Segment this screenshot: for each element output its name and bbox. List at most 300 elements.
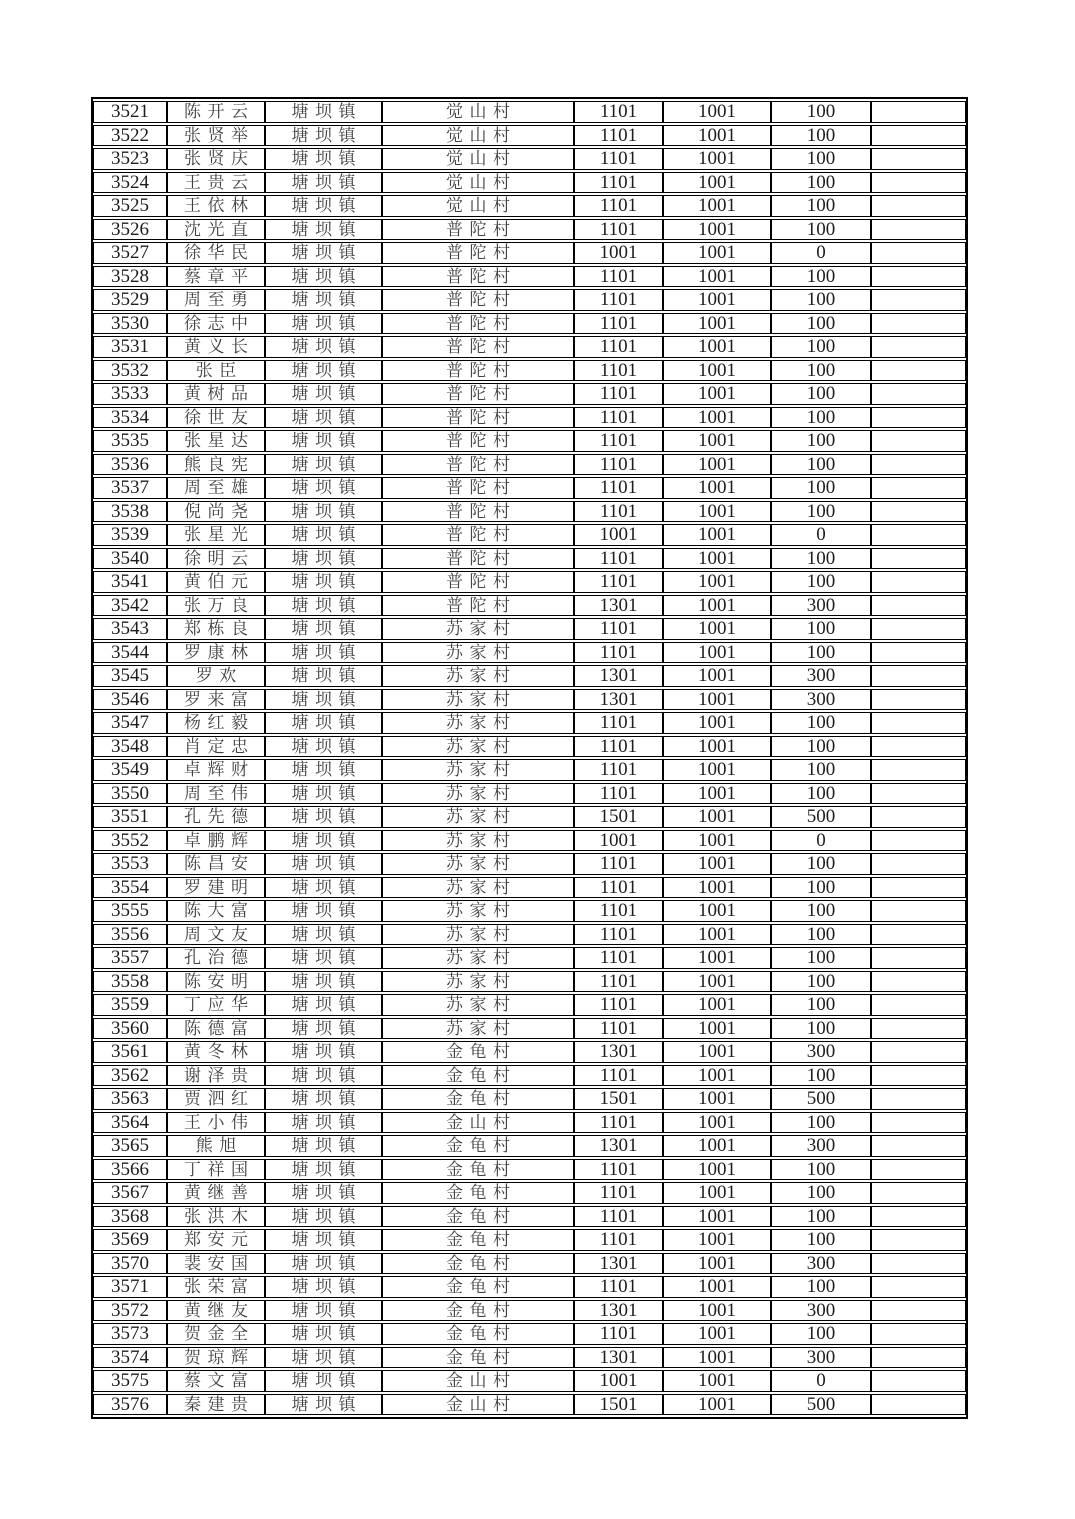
cell-seq-number: 3544: [93, 642, 167, 664]
cell-code-b: 1001: [663, 313, 771, 335]
cell-town: 塘坝镇: [265, 1088, 382, 1110]
cell-seq-number: 3566: [93, 1159, 167, 1181]
cell-village: 金龟村: [382, 1041, 574, 1063]
cell-blank: [871, 1041, 966, 1063]
cell-person-name: 裴安国: [167, 1253, 265, 1275]
cell-code-b: 1001: [663, 407, 771, 429]
cell-code-a: 1101: [574, 1323, 663, 1345]
cell-code-a: 1101: [574, 383, 663, 405]
cell-blank: [871, 1018, 966, 1040]
cell-person-name: 孔先德: [167, 806, 265, 828]
cell-code-b: 1001: [663, 1018, 771, 1040]
cell-village: 苏家村: [382, 665, 574, 687]
cell-amount: 100: [771, 501, 871, 523]
cell-code-b: 1001: [663, 1041, 771, 1063]
cell-blank: [871, 548, 966, 570]
cell-blank: [871, 1276, 966, 1298]
cell-amount: 300: [771, 1253, 871, 1275]
cell-town: 塘坝镇: [265, 994, 382, 1016]
cell-seq-number: 3549: [93, 759, 167, 781]
cell-blank: [871, 501, 966, 523]
cell-village: 苏家村: [382, 712, 574, 734]
cell-code-b: 1001: [663, 971, 771, 993]
table-row: [93, 877, 966, 899]
cell-seq-number: 3552: [93, 830, 167, 852]
cell-seq-number: 3557: [93, 947, 167, 969]
cell-amount: 0: [771, 242, 871, 264]
cell-town: 塘坝镇: [265, 148, 382, 170]
cell-code-b: 1001: [663, 125, 771, 147]
cell-code-b: 1001: [663, 994, 771, 1016]
table-row: [93, 759, 966, 781]
cell-seq-number: 3573: [93, 1323, 167, 1345]
cell-person-name: 肖定忠: [167, 736, 265, 758]
cell-town: 塘坝镇: [265, 1135, 382, 1157]
cell-blank: [871, 1112, 966, 1134]
cell-blank: [871, 524, 966, 546]
cell-village: 普陀村: [382, 383, 574, 405]
table-row: [93, 1323, 966, 1345]
cell-code-a: 1001: [574, 1370, 663, 1392]
cell-code-a: 1101: [574, 1206, 663, 1228]
cell-village: 普陀村: [382, 289, 574, 311]
cell-amount: 100: [771, 924, 871, 946]
cell-town: 塘坝镇: [265, 1347, 382, 1369]
cell-code-a: 1101: [574, 101, 663, 123]
table-row: [93, 242, 966, 264]
cell-town: 塘坝镇: [265, 383, 382, 405]
cell-seq-number: 3528: [93, 266, 167, 288]
cell-village: 金龟村: [382, 1088, 574, 1110]
cell-seq-number: 3523: [93, 148, 167, 170]
table-row: [93, 1182, 966, 1204]
cell-village: 金龟村: [382, 1276, 574, 1298]
cell-person-name: 熊良宪: [167, 454, 265, 476]
cell-seq-number: 3562: [93, 1065, 167, 1087]
table-row: [93, 1300, 966, 1322]
cell-code-b: 1001: [663, 1112, 771, 1134]
cell-person-name: 郑栋良: [167, 618, 265, 640]
cell-person-name: 王小伟: [167, 1112, 265, 1134]
cell-code-b: 1001: [663, 1276, 771, 1298]
table-row: [93, 101, 966, 123]
cell-code-b: 1001: [663, 689, 771, 711]
cell-code-b: 1001: [663, 101, 771, 123]
cell-person-name: 丁祥国: [167, 1159, 265, 1181]
cell-code-b: 1001: [663, 571, 771, 593]
cell-village: 苏家村: [382, 994, 574, 1016]
cell-person-name: 熊旭: [167, 1135, 265, 1157]
cell-person-name: 黄伯元: [167, 571, 265, 593]
cell-town: 塘坝镇: [265, 477, 382, 499]
cell-amount: 100: [771, 1112, 871, 1134]
table-row: [93, 1018, 966, 1040]
table-row: [93, 947, 966, 969]
cell-code-a: 1001: [574, 242, 663, 264]
cell-town: 塘坝镇: [265, 924, 382, 946]
cell-code-a: 1301: [574, 665, 663, 687]
cell-code-a: 1101: [574, 759, 663, 781]
cell-village: 苏家村: [382, 947, 574, 969]
cell-village: 金龟村: [382, 1206, 574, 1228]
cell-amount: 100: [771, 1206, 871, 1228]
cell-person-name: 罗欢: [167, 665, 265, 687]
cell-code-b: 1001: [663, 148, 771, 170]
cell-person-name: 陈安明: [167, 971, 265, 993]
cell-town: 塘坝镇: [265, 971, 382, 993]
cell-code-a: 1101: [574, 853, 663, 875]
table-row: [93, 360, 966, 382]
cell-seq-number: 3526: [93, 219, 167, 241]
roster-body: [93, 101, 966, 1415]
cell-code-b: 1001: [663, 1253, 771, 1275]
cell-blank: [871, 618, 966, 640]
cell-blank: [871, 665, 966, 687]
cell-person-name: 黄继友: [167, 1300, 265, 1322]
cell-seq-number: 3567: [93, 1182, 167, 1204]
cell-seq-number: 3535: [93, 430, 167, 452]
cell-seq-number: 3546: [93, 689, 167, 711]
cell-code-b: 1001: [663, 289, 771, 311]
cell-seq-number: 3540: [93, 548, 167, 570]
cell-seq-number: 3542: [93, 595, 167, 617]
cell-code-a: 1101: [574, 877, 663, 899]
cell-person-name: 陈德富: [167, 1018, 265, 1040]
cell-amount: 500: [771, 806, 871, 828]
cell-person-name: 杨红毅: [167, 712, 265, 734]
table-row: [93, 501, 966, 523]
cell-amount: 100: [771, 172, 871, 194]
cell-town: 塘坝镇: [265, 853, 382, 875]
cell-village: 普陀村: [382, 430, 574, 452]
cell-village: 金龟村: [382, 1135, 574, 1157]
cell-amount: 100: [771, 947, 871, 969]
roster-table: [91, 97, 968, 1419]
table-row: [93, 454, 966, 476]
cell-code-a: 1101: [574, 712, 663, 734]
cell-code-a: 1101: [574, 477, 663, 499]
cell-town: 塘坝镇: [265, 360, 382, 382]
cell-code-b: 1001: [663, 1394, 771, 1416]
table-row: [93, 313, 966, 335]
table-row: [93, 1347, 966, 1369]
cell-seq-number: 3568: [93, 1206, 167, 1228]
cell-code-b: 1001: [663, 454, 771, 476]
cell-town: 塘坝镇: [265, 242, 382, 264]
cell-amount: 100: [771, 994, 871, 1016]
cell-amount: 100: [771, 195, 871, 217]
cell-person-name: 周至伟: [167, 783, 265, 805]
cell-village: 金龟村: [382, 1347, 574, 1369]
cell-person-name: 张贤庆: [167, 148, 265, 170]
cell-seq-number: 3559: [93, 994, 167, 1016]
cell-town: 塘坝镇: [265, 665, 382, 687]
cell-blank: [871, 336, 966, 358]
cell-code-a: 1101: [574, 430, 663, 452]
cell-code-b: 1001: [663, 266, 771, 288]
table-row: [93, 336, 966, 358]
cell-village: 苏家村: [382, 1018, 574, 1040]
cell-seq-number: 3545: [93, 665, 167, 687]
cell-town: 塘坝镇: [265, 618, 382, 640]
cell-village: 金山村: [382, 1394, 574, 1416]
cell-code-b: 1001: [663, 219, 771, 241]
cell-town: 塘坝镇: [265, 1323, 382, 1345]
cell-person-name: 徐世友: [167, 407, 265, 429]
cell-seq-number: 3571: [93, 1276, 167, 1298]
cell-blank: [871, 454, 966, 476]
cell-amount: 0: [771, 524, 871, 546]
cell-person-name: 王贵云: [167, 172, 265, 194]
cell-amount: 100: [771, 1159, 871, 1181]
cell-person-name: 卓鹏辉: [167, 830, 265, 852]
table-row: [93, 1229, 966, 1251]
cell-code-a: 1101: [574, 1065, 663, 1087]
cell-code-a: 1101: [574, 219, 663, 241]
cell-code-a: 1301: [574, 1041, 663, 1063]
cell-blank: [871, 1253, 966, 1275]
cell-seq-number: 3560: [93, 1018, 167, 1040]
cell-seq-number: 3574: [93, 1347, 167, 1369]
cell-town: 塘坝镇: [265, 266, 382, 288]
cell-seq-number: 3543: [93, 618, 167, 640]
cell-code-b: 1001: [663, 1347, 771, 1369]
cell-town: 塘坝镇: [265, 712, 382, 734]
table-row: [93, 712, 966, 734]
cell-code-a: 1101: [574, 1229, 663, 1251]
cell-person-name: 蔡文富: [167, 1370, 265, 1392]
cell-blank: [871, 924, 966, 946]
cell-code-b: 1001: [663, 830, 771, 852]
cell-seq-number: 3551: [93, 806, 167, 828]
cell-seq-number: 3521: [93, 101, 167, 123]
cell-seq-number: 3564: [93, 1112, 167, 1134]
cell-seq-number: 3524: [93, 172, 167, 194]
cell-town: 塘坝镇: [265, 1159, 382, 1181]
cell-village: 苏家村: [382, 806, 574, 828]
cell-blank: [871, 195, 966, 217]
cell-amount: 100: [771, 548, 871, 570]
cell-town: 塘坝镇: [265, 806, 382, 828]
table-row: [93, 642, 966, 664]
table-row: [93, 900, 966, 922]
table-row: [93, 407, 966, 429]
cell-town: 塘坝镇: [265, 289, 382, 311]
table-row: [93, 548, 966, 570]
cell-town: 塘坝镇: [265, 1276, 382, 1298]
cell-code-b: 1001: [663, 1206, 771, 1228]
cell-person-name: 罗来富: [167, 689, 265, 711]
cell-blank: [871, 101, 966, 123]
cell-code-b: 1001: [663, 477, 771, 499]
cell-code-b: 1001: [663, 383, 771, 405]
cell-village: 觉山村: [382, 172, 574, 194]
cell-amount: 100: [771, 148, 871, 170]
cell-blank: [871, 266, 966, 288]
cell-village: 苏家村: [382, 924, 574, 946]
cell-amount: 500: [771, 1088, 871, 1110]
cell-amount: 100: [771, 900, 871, 922]
cell-seq-number: 3550: [93, 783, 167, 805]
cell-village: 普陀村: [382, 454, 574, 476]
cell-code-a: 1001: [574, 830, 663, 852]
cell-town: 塘坝镇: [265, 219, 382, 241]
cell-code-a: 1101: [574, 266, 663, 288]
cell-seq-number: 3536: [93, 454, 167, 476]
cell-blank: [871, 830, 966, 852]
cell-seq-number: 3522: [93, 125, 167, 147]
cell-code-b: 1001: [663, 642, 771, 664]
cell-blank: [871, 994, 966, 1016]
cell-seq-number: 3541: [93, 571, 167, 593]
cell-town: 塘坝镇: [265, 900, 382, 922]
cell-blank: [871, 219, 966, 241]
cell-blank: [871, 383, 966, 405]
cell-amount: 100: [771, 1323, 871, 1345]
cell-town: 塘坝镇: [265, 1182, 382, 1204]
cell-amount: 100: [771, 1276, 871, 1298]
cell-town: 塘坝镇: [265, 430, 382, 452]
cell-town: 塘坝镇: [265, 689, 382, 711]
cell-person-name: 郑安元: [167, 1229, 265, 1251]
cell-amount: 100: [771, 1018, 871, 1040]
cell-village: 金龟村: [382, 1182, 574, 1204]
cell-blank: [871, 242, 966, 264]
cell-code-b: 1001: [663, 242, 771, 264]
cell-village: 苏家村: [382, 618, 574, 640]
table-row: [93, 477, 966, 499]
cell-village: 苏家村: [382, 783, 574, 805]
cell-code-b: 1001: [663, 736, 771, 758]
cell-amount: 100: [771, 853, 871, 875]
cell-seq-number: 3576: [93, 1394, 167, 1416]
cell-code-a: 1301: [574, 1253, 663, 1275]
table-row: [93, 595, 966, 617]
cell-amount: 300: [771, 1300, 871, 1322]
cell-blank: [871, 900, 966, 922]
cell-village: 普陀村: [382, 266, 574, 288]
table-row: [93, 830, 966, 852]
table-row: [93, 172, 966, 194]
cell-code-b: 1001: [663, 195, 771, 217]
cell-person-name: 倪尚尧: [167, 501, 265, 523]
cell-amount: 100: [771, 430, 871, 452]
cell-code-b: 1001: [663, 1159, 771, 1181]
cell-amount: 100: [771, 618, 871, 640]
table-row: [93, 571, 966, 593]
cell-amount: 300: [771, 595, 871, 617]
cell-seq-number: 3527: [93, 242, 167, 264]
cell-code-b: 1001: [663, 1182, 771, 1204]
cell-town: 塘坝镇: [265, 1041, 382, 1063]
cell-town: 塘坝镇: [265, 1112, 382, 1134]
cell-town: 塘坝镇: [265, 1018, 382, 1040]
cell-person-name: 张洪木: [167, 1206, 265, 1228]
table-row: [93, 1065, 966, 1087]
cell-blank: [871, 407, 966, 429]
cell-amount: 100: [771, 125, 871, 147]
cell-code-b: 1001: [663, 501, 771, 523]
cell-person-name: 秦建贵: [167, 1394, 265, 1416]
cell-town: 塘坝镇: [265, 1370, 382, 1392]
cell-blank: [871, 289, 966, 311]
cell-code-a: 1101: [574, 642, 663, 664]
cell-seq-number: 3570: [93, 1253, 167, 1275]
cell-blank: [871, 971, 966, 993]
cell-code-b: 1001: [663, 853, 771, 875]
cell-code-a: 1101: [574, 571, 663, 593]
cell-blank: [871, 1206, 966, 1228]
cell-seq-number: 3525: [93, 195, 167, 217]
table-row: [93, 1394, 966, 1416]
cell-person-name: 周文友: [167, 924, 265, 946]
cell-village: 普陀村: [382, 219, 574, 241]
cell-village: 金山村: [382, 1112, 574, 1134]
cell-amount: 100: [771, 266, 871, 288]
cell-code-a: 1101: [574, 971, 663, 993]
cell-code-a: 1101: [574, 1018, 663, 1040]
cell-blank: [871, 571, 966, 593]
cell-code-b: 1001: [663, 1229, 771, 1251]
cell-town: 塘坝镇: [265, 407, 382, 429]
cell-code-b: 1001: [663, 1135, 771, 1157]
cell-blank: [871, 853, 966, 875]
cell-village: 苏家村: [382, 971, 574, 993]
cell-amount: 100: [771, 712, 871, 734]
cell-code-a: 1301: [574, 1347, 663, 1369]
cell-code-a: 1001: [574, 524, 663, 546]
cell-town: 塘坝镇: [265, 1229, 382, 1251]
cell-amount: 300: [771, 1347, 871, 1369]
cell-seq-number: 3565: [93, 1135, 167, 1157]
cell-code-b: 1001: [663, 1323, 771, 1345]
cell-person-name: 沈光直: [167, 219, 265, 241]
cell-person-name: 陈开云: [167, 101, 265, 123]
cell-seq-number: 3533: [93, 383, 167, 405]
table-row: [93, 195, 966, 217]
cell-seq-number: 3555: [93, 900, 167, 922]
table-row: [93, 1088, 966, 1110]
cell-code-a: 1101: [574, 783, 663, 805]
cell-seq-number: 3547: [93, 712, 167, 734]
table-row: [93, 1206, 966, 1228]
cell-amount: 300: [771, 689, 871, 711]
cell-blank: [871, 1323, 966, 1345]
cell-code-a: 1301: [574, 1300, 663, 1322]
cell-person-name: 陈昌安: [167, 853, 265, 875]
cell-code-b: 1001: [663, 783, 771, 805]
cell-code-a: 1101: [574, 125, 663, 147]
cell-code-b: 1001: [663, 618, 771, 640]
cell-blank: [871, 1159, 966, 1181]
cell-village: 金山村: [382, 1370, 574, 1392]
cell-blank: [871, 736, 966, 758]
cell-blank: [871, 360, 966, 382]
cell-blank: [871, 759, 966, 781]
cell-blank: [871, 595, 966, 617]
cell-village: 苏家村: [382, 830, 574, 852]
cell-person-name: 罗建明: [167, 877, 265, 899]
cell-amount: 100: [771, 759, 871, 781]
table-row: [93, 1135, 966, 1157]
cell-blank: [871, 1135, 966, 1157]
table-row: [93, 524, 966, 546]
cell-code-a: 1101: [574, 994, 663, 1016]
cell-blank: [871, 1394, 966, 1416]
table-row: [93, 971, 966, 993]
cell-amount: 100: [771, 571, 871, 593]
cell-code-a: 1101: [574, 289, 663, 311]
